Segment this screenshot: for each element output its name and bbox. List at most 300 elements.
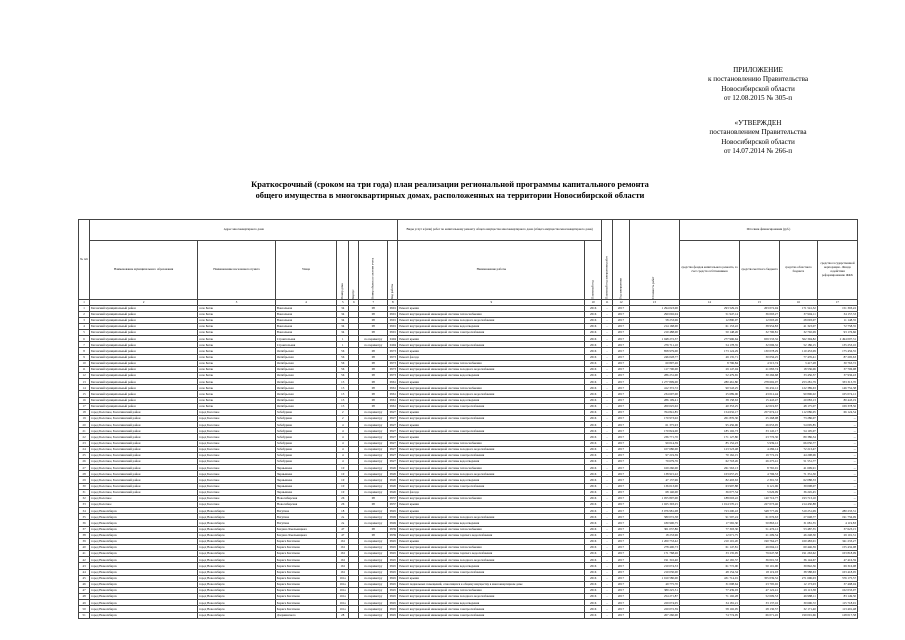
table-cell: 36 144,67: [780, 557, 818, 563]
table-cell: ...: [817, 459, 857, 465]
header-src-own: средства фондов капитального ремонта, за счет средств собственников: [679, 241, 739, 300]
table-cell: ...: [817, 502, 857, 508]
table-cell: город Болотное: [198, 434, 276, 440]
table-cell: 08: [359, 354, 388, 360]
table-cell: Баганский муниципальный район: [90, 360, 198, 366]
header-sum-ids: Номер объекта в системе учета: [359, 241, 388, 300]
table-cell: 4: [337, 446, 349, 452]
table-cell: Баганский муниципальный район: [90, 379, 198, 385]
table-cell: село Багак: [198, 360, 276, 366]
table-cell: Забабурина: [275, 416, 336, 422]
table-cell: по периметру: [359, 612, 388, 618]
table-cell: 161а: [337, 606, 349, 612]
table-cell: 62 088,33: [780, 477, 818, 483]
table-cell: город Болотное, Болотнинский район: [90, 409, 198, 415]
table-cell: 34 181,21: [679, 600, 739, 606]
table-cell: Октябрьская: [275, 379, 336, 385]
table-cell: 161а: [337, 594, 349, 600]
table-cell: город Болотное: [198, 416, 276, 422]
table-cell: по периметру: [359, 342, 388, 348]
table-cell: 210 488,00: [629, 330, 679, 336]
table-cell: -: [602, 587, 613, 593]
table-cell: -: [602, 391, 613, 397]
table-cell: 2016: [585, 557, 602, 563]
table-cell: 2016: [585, 569, 602, 575]
table-cell: -: [602, 317, 613, 323]
table-cell: Баганский муниципальный район: [90, 330, 198, 336]
table-cell: 2016: [585, 483, 602, 489]
table-cell: 191 756,09: [817, 514, 857, 520]
header-address: Адрес многоквартирного дома: [90, 220, 398, 241]
table-cell: 246 028,77: [629, 354, 679, 360]
table-cell: 2016: [585, 416, 602, 422]
column-number: 13: [629, 300, 679, 306]
table-cell: -: [602, 366, 613, 372]
table-cell: 2017: [613, 440, 630, 446]
table-cell: 13: [337, 403, 349, 409]
table-cell: 58 233,06: [629, 317, 679, 323]
table-cell: 15 443,47: [739, 397, 779, 403]
table-cell: село Багак: [198, 391, 276, 397]
table-cell: Бориса Богаткова: [275, 587, 336, 593]
table-cell: город Новосибирск: [198, 544, 276, 550]
table-cell: -: [602, 440, 613, 446]
table-cell: 2016: [585, 342, 602, 348]
table-cell: село Багак: [198, 403, 276, 409]
table-cell: Забабурина: [275, 422, 336, 428]
table-cell: Ремонт внутридомовой инженерной системы холодного водоснабжения: [398, 366, 585, 372]
table-cell: 2016: [585, 606, 602, 612]
table-cell: 2016: [585, 428, 602, 434]
table-cell: Баганский муниципальный район: [90, 311, 198, 317]
table-cell: 290 002,04: [629, 311, 679, 317]
table-cell: 151 393,22: [817, 305, 857, 311]
header-src-fed: средства местного бюджета: [739, 241, 779, 300]
table-cell: 33 135,95: [679, 551, 739, 557]
table-cell: 20: [79, 422, 90, 428]
table-cell: 2017: [613, 502, 630, 508]
table-cell: 355 039,52: [739, 575, 779, 581]
table-cell: 4 119,83: [817, 520, 857, 526]
table-cell: по периметру: [359, 434, 388, 440]
table-cell: 201 876,30: [679, 416, 739, 422]
table-cell: Ремонт крыши: [398, 336, 585, 342]
table-cell: 10: [337, 471, 349, 477]
table-cell: -: [602, 360, 613, 366]
table-cell: 82 493,63: [679, 477, 739, 483]
approval-current-line: к постановлению Правительства: [707, 75, 809, 84]
table-cell: 0927: [389, 447, 396, 452]
table-cell: 41: [79, 551, 90, 557]
table-cell: по периметру: [359, 520, 388, 526]
table-cell: 2017: [613, 465, 630, 471]
table-cell: 0961: [389, 404, 396, 409]
table-cell: город Новосибирск: [198, 520, 276, 526]
table-cell: 58 102,05: [679, 606, 739, 612]
table-cell: по периметру: [359, 459, 388, 465]
table-cell: Ремонт внутридомовой инженерной системы электроснабжения: [398, 569, 585, 575]
table-cell: -: [602, 581, 613, 587]
table-cell: 36 077,54: [679, 489, 739, 495]
table-cell: Бориса Богаткова: [275, 575, 336, 581]
table-cell: 2016: [585, 446, 602, 452]
column-number: 2: [90, 300, 198, 306]
table-cell: Ремонт внутридомовой инженерной системы электроснабжения: [398, 452, 585, 458]
table-cell: 1 200 733,42: [629, 538, 679, 544]
table-cell: 25: [79, 452, 90, 458]
table-cell: 2016: [585, 563, 602, 569]
table-cell: 36 093,27: [739, 311, 779, 317]
table-cell: город Болотное, Болотнинский район: [90, 477, 198, 483]
table-cell: 2016: [585, 305, 602, 311]
table-cell: Вокзальная: [275, 317, 336, 323]
table-cell: 170 973,02: [629, 416, 679, 422]
table-cell: 61 076,63: [739, 514, 779, 520]
table-cell: город Новосибирск: [198, 594, 276, 600]
table-cell: 2017: [613, 477, 630, 483]
table-cell: 107 680,00: [629, 446, 679, 452]
table-cell: город Болотное: [90, 502, 198, 508]
table-cell: 0927: [389, 434, 396, 439]
table-cell: город Новосибирск: [90, 532, 198, 538]
table-cell: по периметру: [359, 477, 388, 483]
table-cell: 2а: [337, 514, 349, 520]
table-cell: Чернышева: [275, 489, 336, 495]
table-cell: -: [602, 379, 613, 385]
table-cell: 9 121,06: [739, 483, 779, 489]
table-cell: по периметру: [359, 465, 388, 471]
table-cell: 0961: [389, 391, 396, 396]
table-cell: 32 171,40: [780, 606, 818, 612]
table-cell: село Багак: [198, 354, 276, 360]
table-cell: -: [602, 336, 613, 342]
approval-current-line: от 12.08.2015 № 305-п: [723, 94, 793, 103]
table-cell: город Болотное, Болотнинский район: [90, 416, 198, 422]
table-cell: 185 102,73: [679, 428, 739, 434]
table-cell: ...: [817, 422, 857, 428]
table-cell: 34: [79, 508, 90, 514]
table-cell: город Новосибирск: [198, 575, 276, 581]
table-cell: ...: [817, 452, 857, 458]
table-cell: ...: [817, 489, 857, 495]
table-cell: город Болотное: [198, 502, 276, 508]
table-cell: 105 074,12: [817, 391, 857, 397]
table-cell: 191 263,62: [780, 551, 818, 557]
table-cell: город Новосибирск: [90, 606, 198, 612]
table-cell: ...: [817, 495, 857, 501]
table-cell: -: [602, 348, 613, 354]
table-cell: по периметру: [359, 416, 388, 422]
table-cell: город Болотное: [198, 459, 276, 465]
table-cell: город Новосибирск: [90, 520, 198, 526]
table-cell: Ремонт крыши: [398, 409, 585, 415]
table-cell: город Новосибирск: [90, 575, 198, 581]
table-cell: 45: [79, 575, 90, 581]
table-cell: 18: [337, 508, 349, 514]
table-cell: -: [602, 600, 613, 606]
table-cell: 2017: [613, 434, 630, 440]
table-cell: -: [602, 330, 613, 336]
table-cell: 0945: [389, 551, 396, 556]
table-cell: 12 671,75: [679, 532, 739, 538]
table-cell: 0945: [389, 594, 396, 599]
table-cell: 34: [337, 311, 349, 317]
approval-original-line: постановлением Правительства: [709, 128, 807, 137]
table-cell: -: [602, 354, 613, 360]
plan-table: [78, 219, 858, 619]
table-cell: 161: [337, 557, 349, 563]
table-cell: Баганский муниципальный район: [90, 354, 198, 360]
table-cell: Ремонт внутридомовой инженерной системы водоотведения: [398, 563, 585, 569]
table-cell: 26 275,41: [739, 459, 779, 465]
table-cell: Баганский муниципальный район: [90, 323, 198, 329]
table-cell: 23 795,02: [739, 581, 779, 587]
table-cell: 18 119,03: [739, 569, 779, 575]
table-cell: 257 674,12: [739, 409, 779, 415]
table-cell: 70 162,15: [679, 452, 739, 458]
table-cell: 13: [337, 391, 349, 397]
column-number: 4: [275, 300, 336, 306]
table-cell: 10: [337, 489, 349, 495]
table-cell: Дзержинского: [275, 612, 336, 618]
table-cell: 2016: [585, 385, 602, 391]
table-cell: 261 563,13: [679, 465, 739, 471]
table-cell: -: [602, 569, 613, 575]
table-cell: 103 418,05: [817, 569, 857, 575]
table-cell: 431 714,01: [679, 575, 739, 581]
column-number: 17: [817, 300, 857, 306]
table-cell: 29 147,04: [679, 366, 739, 372]
table-cell: 0945: [389, 545, 396, 550]
table-cell: 2017: [613, 385, 630, 391]
table-cell: 0961: [389, 397, 396, 402]
table-cell: 49 094,12: [739, 544, 779, 550]
table-cell: -: [602, 563, 613, 569]
table-cell: 90 896,02: [780, 391, 818, 397]
table-cell: Бориса Богаткова: [275, 538, 336, 544]
table-cell: 2016: [585, 360, 602, 366]
table-cell: 2016: [585, 459, 602, 465]
table-cell: Ремонт внутридомовой инженерной системы горячего водоснабжения: [398, 532, 585, 538]
table-cell: 08: [359, 323, 388, 329]
table-cell: 2017: [613, 508, 630, 514]
table-cell: Ремонт крыши: [398, 348, 585, 354]
table-cell: 08: [359, 360, 388, 366]
table-cell: 29 101,31: [817, 532, 857, 538]
table-cell: Забабурина: [275, 459, 336, 465]
table-cell: 2017: [613, 428, 630, 434]
table-cell: 210 101,20: [679, 538, 739, 544]
table-cell: 40: [79, 544, 90, 550]
table-cell: 227 073,46: [739, 502, 779, 508]
table-cell: город Новосибирск: [90, 526, 198, 532]
column-number: 9: [398, 300, 585, 306]
table-cell: 2017: [613, 544, 630, 550]
table-cell: 0927: [389, 410, 396, 415]
table-cell: 0901: [389, 318, 396, 323]
table-cell: 2017: [613, 575, 630, 581]
table-cell: 2016: [585, 471, 602, 477]
table-cell: 18 233,96: [629, 532, 679, 538]
table-cell: 41 699,91: [780, 465, 818, 471]
table-cell: 2016: [585, 434, 602, 440]
table-cell: 2017: [613, 526, 630, 532]
table-cell: 2017: [613, 323, 630, 329]
table-cell: 161а: [337, 575, 349, 581]
table-cell: 42 019,67: [739, 403, 779, 409]
table-cell: 0927: [389, 428, 396, 433]
table-cell: 2016: [585, 373, 602, 379]
table-cell: 38 158,63: [679, 397, 739, 403]
table-cell: Ремонт внутридомовой инженерной системы водоотведения: [398, 373, 585, 379]
table-cell: Вокзальная: [275, 305, 336, 311]
table-cell: 0927: [389, 453, 396, 458]
table-cell: 08: [359, 348, 388, 354]
table-cell: 2016: [585, 495, 602, 501]
table-cell: 2017: [613, 373, 630, 379]
table-cell: 0937: [389, 496, 396, 501]
table-cell: город Болотное, Болотнинский район: [90, 489, 198, 495]
table-cell: 37: [79, 526, 90, 532]
table-cell: 95 456,96: [679, 422, 739, 428]
table-cell: 08: [359, 305, 388, 311]
table-cell: Баганский муниципальный район: [90, 366, 198, 372]
table-cell: 4 286,14: [739, 446, 779, 452]
column-number: 16: [780, 300, 818, 306]
table-cell: 69 316,08: [817, 563, 857, 569]
table-cell: 2016: [585, 336, 602, 342]
table-cell: Ремонт внутридомовой инженерной системы электроснабжения: [398, 416, 585, 422]
table-cell: по периметру: [359, 514, 388, 520]
table-cell: 2017: [613, 446, 630, 452]
table-cell: -: [602, 465, 613, 471]
table-cell: город Новосибирск: [198, 538, 276, 544]
table-cell: 26: [337, 502, 349, 508]
table-cell: -: [602, 508, 613, 514]
table-cell: -: [602, 428, 613, 434]
table-cell: село Багак: [198, 305, 276, 311]
table-cell: Ремонт внутридомовой инженерной системы теплоснабжения: [398, 440, 585, 446]
table-cell: по периметру: [359, 440, 388, 446]
table-cell: Чернышева: [275, 483, 336, 489]
table-cell: 50 148,26: [679, 330, 739, 336]
table-cell: 0973: [389, 361, 396, 366]
table-cell: 8 765,91: [739, 465, 779, 471]
table-cell: 2016: [585, 581, 602, 587]
table-cell: 32: [79, 495, 90, 501]
table-cell: 52 009,53: [739, 594, 779, 600]
table-cell: 44 298,06: [780, 452, 818, 458]
table-cell: город Болотное, Болотнинский район: [90, 459, 198, 465]
table-cell: 56: [337, 366, 349, 372]
table-cell: 0945: [389, 606, 396, 611]
table-cell: 161а: [337, 581, 349, 587]
table-cell: 25 689,06: [679, 391, 739, 397]
table-cell: 0901: [389, 305, 396, 310]
table-cell: 42: [79, 557, 90, 563]
table-cell: -: [602, 483, 613, 489]
table-cell: город Новосибирск: [90, 600, 198, 606]
table-cell: -: [602, 612, 613, 618]
table-cell: город Болотное, Болотнинский район: [90, 465, 198, 471]
table-cell: 72 758,35: [817, 323, 857, 329]
table-cell: 6: [79, 336, 90, 342]
table-cell: 15: [79, 391, 90, 397]
table-cell: 60 897,26: [629, 360, 679, 366]
table-cell: 110 453,09: [780, 348, 818, 354]
table-cell: 161: [337, 538, 349, 544]
table-cell: 43 012,44: [739, 391, 779, 397]
table-cell: ...: [817, 416, 857, 422]
table-cell: Ватутина: [275, 514, 336, 520]
table-cell: 90 543,25: [679, 385, 739, 391]
table-cell: 47: [337, 532, 349, 538]
table-cell: Чернышева: [275, 465, 336, 471]
table-cell: 109 378,56: [817, 403, 857, 409]
table-cell: 2017: [613, 563, 630, 569]
table-cell: 4 515,74: [739, 360, 779, 366]
table-cell: село Багак: [198, 397, 276, 403]
table-cell: 29 113,58: [780, 587, 818, 593]
header-code: Код работы: [388, 241, 398, 300]
table-cell: 26: [337, 495, 349, 501]
table-cell: город Новосибирск: [90, 563, 198, 569]
table-cell: 2016: [585, 397, 602, 403]
table-cell: 0927: [389, 440, 396, 445]
header-year: Плановый год: [585, 241, 602, 300]
table-cell: 138 915,22: [629, 471, 679, 477]
table-cell: 280 233,31: [817, 508, 857, 514]
table-cell: Ремонт крыши: [398, 502, 585, 508]
table-cell: 83 149,50: [817, 594, 857, 600]
table-cell: Забабурина: [275, 409, 336, 415]
table-cell: 171 127,80: [679, 434, 739, 440]
table-cell: 36: [79, 520, 90, 526]
table-cell: 659 533,32: [739, 336, 779, 342]
table-cell: 2016: [585, 600, 602, 606]
table-cell: 4: [337, 440, 349, 446]
table-cell: 0945: [389, 569, 396, 574]
table-cell: 56: [337, 348, 349, 354]
table-cell: город Новосибирск: [198, 587, 276, 593]
table-cell: Баганский муниципальный район: [90, 397, 198, 403]
table-cell: 161: [337, 569, 349, 575]
table-cell: 2017: [613, 581, 630, 587]
table-cell: 0945: [389, 582, 396, 587]
table-cell: 576 175,57: [817, 575, 857, 581]
table-cell: город Болотное, Болотнинский район: [90, 452, 198, 458]
table-cell: Ремонт внутридомовой инженерной системы холодного водоснабжения: [398, 317, 585, 323]
table-cell: 47 122,41: [739, 587, 779, 593]
document-title-line-2: общего имущества в многоквартирных домах, расположенных на территории Новосибирской области: [255, 190, 645, 200]
table-cell: 3 417,28: [780, 360, 818, 366]
table-cell: -: [602, 459, 613, 465]
table-cell: 61 153,22: [679, 323, 739, 329]
table-cell: 12 890,97: [679, 317, 739, 323]
table-cell: Баганский муниципальный район: [90, 391, 198, 397]
table-cell: 2016: [585, 612, 602, 618]
table-cell: -: [602, 373, 613, 379]
table-cell: 214 168,00: [629, 323, 679, 329]
table-cell: 3 076 981,08: [629, 508, 679, 514]
table-cell: 203 072,94: [739, 305, 779, 311]
table-cell: город Болотное, Болотнинский район: [90, 434, 198, 440]
table-cell: 36 245,45: [780, 489, 818, 495]
table-cell: 10: [337, 477, 349, 483]
table-cell: 2017: [613, 471, 630, 477]
table-cell: Ремонт внутридомовой инженерной системы электроснабжения: [398, 403, 585, 409]
table-cell: -: [602, 557, 613, 563]
